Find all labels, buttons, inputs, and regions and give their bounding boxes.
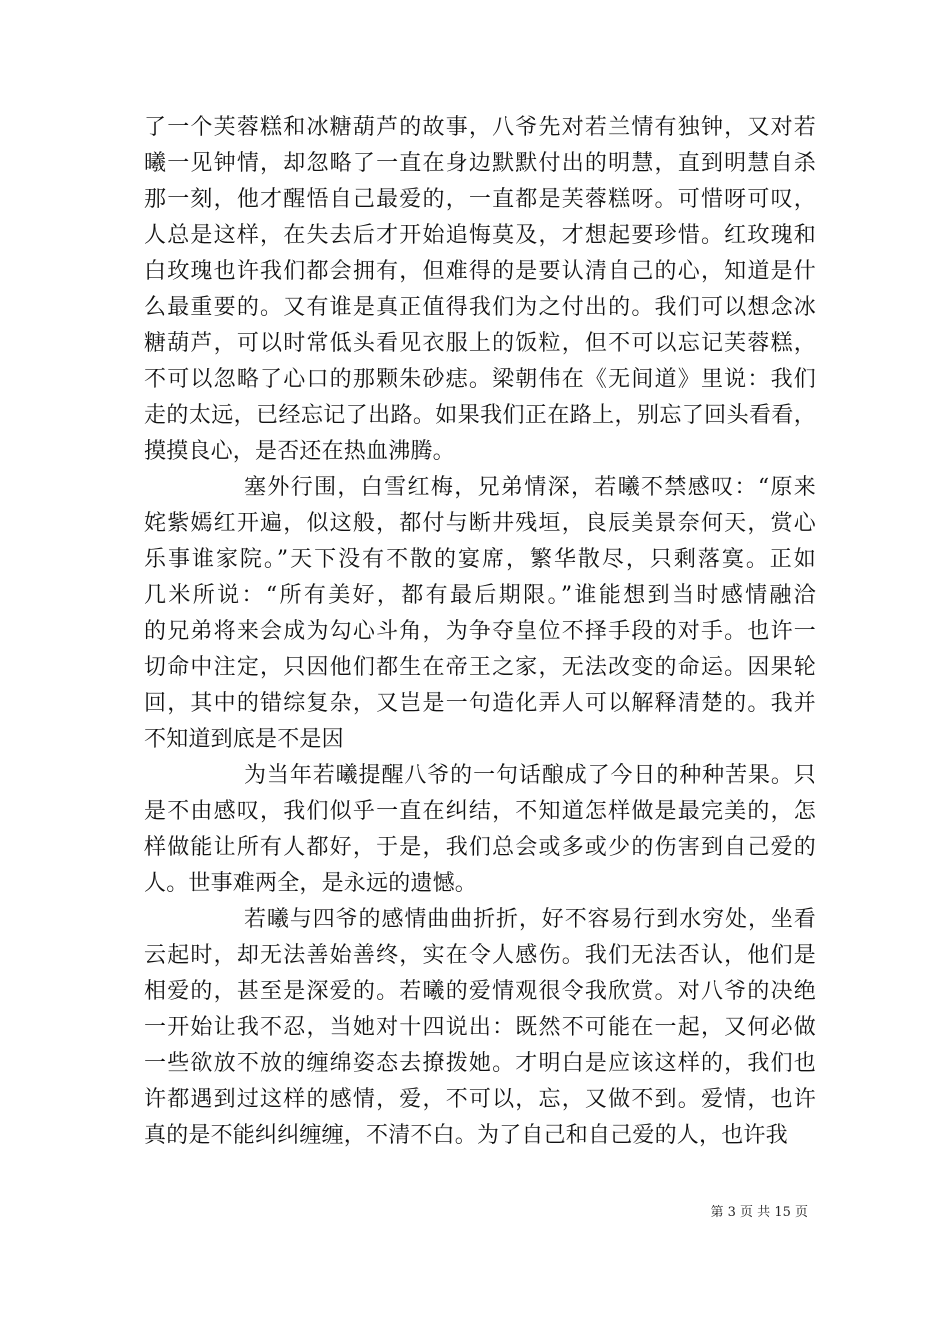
text-line: 相爱的，甚至是深爱的。若曦的爱情观很令我欣赏。对八爷的决绝 <box>144 979 816 1004</box>
paragraph <box>144 902 816 1154</box>
text-line: 么最重要的。又有谁是真正值得我们为之付出的。我们可以想念冰 <box>144 295 816 320</box>
text-line: 白玫瑰也许我们都会拥有，但难得的是要认清自己的心，知道是什 <box>144 259 816 284</box>
page-number: 第 3 页 共 15 页 <box>710 1205 808 1220</box>
text-line: 不知道到底是不是因 <box>144 727 344 752</box>
text-line: 的兄弟将来会成为勾心斗角，为争夺皇位不择手段的对手。也许一 <box>144 619 816 644</box>
text-line: 许都遇到过这样的感情，爱，不可以，忘，又做不到。爱情，也许 <box>144 1087 816 1112</box>
text-line: 为当年若曦提醒八爷的一句话酿成了今日的种种苦果。只 <box>244 763 816 788</box>
text-line: 曦一见钟情，却忽略了一直在身边默默付出的明慧，直到明慧自杀 <box>144 151 816 176</box>
text-line: 回，其中的错综复杂，又岂是一句造化弄人可以解释清楚的。我并 <box>144 691 816 716</box>
paragraph <box>144 470 816 758</box>
text-line: 若曦与四爷的感情曲曲折折，好不容易行到水穷处，坐看 <box>244 907 816 932</box>
body-text <box>144 110 816 1154</box>
text-line: 是不由感叹，我们似乎一直在纠结，不知道怎样做是最完美的，怎 <box>144 799 816 824</box>
text-line: 乐事谁家院。”天下没有不散的宴席，繁华散尽，只剩落寞。正如 <box>144 547 816 572</box>
text-line: 一开始让我不忍，当她对十四说出：既然不可能在一起，又何必做 <box>144 1015 816 1040</box>
text-line: 摸摸良心，是否还在热血沸腾。 <box>144 439 455 464</box>
text-line: 一些欲放不放的缠绵姿态去撩拨她。才明白是应该这样的，我们也 <box>144 1051 816 1076</box>
text-line: 不可以忽略了心口的那颗朱砂痣。梁朝伟在《无间道》里说：我们 <box>144 367 816 392</box>
text-line: 那一刻，他才醒悟自己最爱的，一直都是芙蓉糕呀。可惜呀可叹， <box>144 187 816 212</box>
paragraph <box>144 110 816 470</box>
text-line: 走的太远，已经忘记了出路。如果我们正在路上，别忘了回头看看， <box>144 403 816 428</box>
text-line: 人。世事难两全，是永远的遗憾。 <box>144 871 478 896</box>
text-line: 糖葫芦，可以时常低头看见衣服上的饭粒，但不可以忘记芙蓉糕， <box>144 331 816 356</box>
text-line: 几米所说：“所有美好，都有最后期限。”谁能想到当时感情融洽 <box>144 583 816 608</box>
text-line: 切命中注定，只因他们都生在帝王之家，无法改变的命运。因果轮 <box>144 655 816 680</box>
text-line: 样做能让所有人都好，于是，我们总会或多或少的伤害到自己爱的 <box>144 835 816 860</box>
text-line: 人总是这样，在失去后才开始追悔莫及，才想起要珍惜。红玫瑰和 <box>144 223 816 248</box>
text-line: 真的是不能纠纠缠缠，不清不白。为了自己和自己爱的人，也许我 <box>144 1123 788 1148</box>
text-line: 云起时，却无法善始善终，实在令人感伤。我们无法否认，他们是 <box>144 943 816 968</box>
text-line: 了一个芙蓉糕和冰糖葫芦的故事，八爷先对若兰情有独钟，又对若 <box>144 115 816 140</box>
text-line: 姹紫嫣红开遍，似这般，都付与断井残垣，良辰美景奈何天，赏心 <box>144 511 816 536</box>
text-line: 塞外行围，白雪红梅，兄弟情深，若曦不禁感叹：“原来 <box>244 475 816 500</box>
paragraph <box>144 758 816 902</box>
